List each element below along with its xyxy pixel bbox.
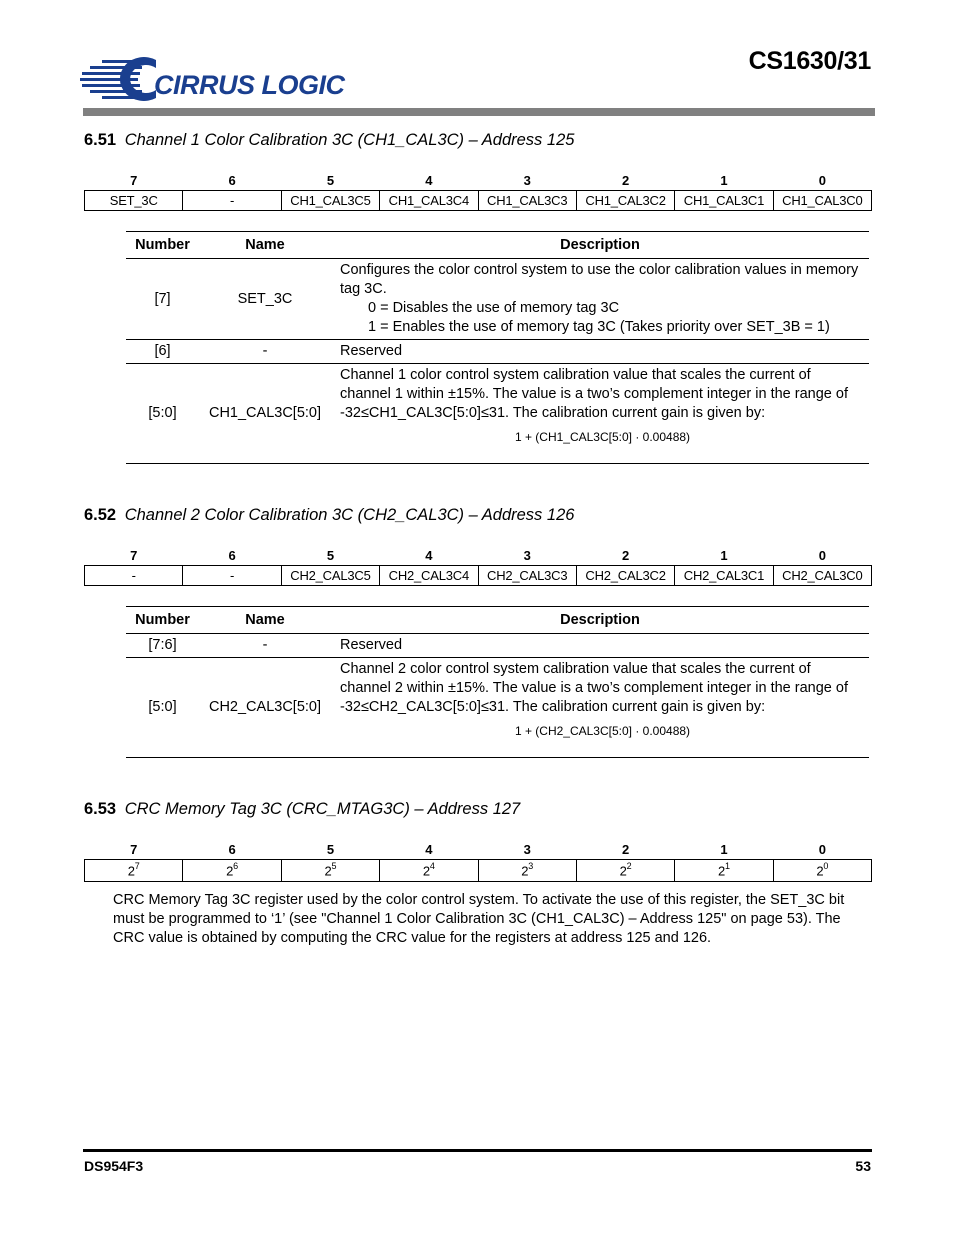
bit-weight-base: 2	[521, 863, 529, 879]
bit-weight	[478, 860, 576, 882]
section-heading-653	[84, 800, 520, 819]
bit-number: 3	[523, 842, 531, 857]
bit-field: CH2_CAL3C5	[281, 566, 379, 586]
bit-field: -	[85, 566, 183, 586]
description-detail: 0 = Disables the use of memory tag 3C	[368, 300, 620, 316]
table-row	[126, 634, 869, 658]
row-number: [7]	[126, 259, 199, 340]
table-row	[126, 259, 869, 340]
bit-number: 6	[228, 173, 236, 188]
row-description: Reserved	[331, 634, 869, 658]
row-description	[331, 259, 869, 340]
row-description	[331, 364, 869, 464]
row-name: -	[199, 634, 331, 658]
bit-number: 3	[523, 173, 531, 188]
table-row	[126, 658, 869, 758]
section-heading-652	[84, 506, 574, 525]
bit-number: 4	[425, 548, 433, 563]
description-detail: 1 = Enables the use of memory tag 3C (Takes priority over SET_3B = 1)	[368, 319, 830, 335]
bit-weight	[183, 860, 281, 882]
column-header: Description	[331, 607, 869, 634]
gain-equation: 1 + (CH2_CAL3C[5:0] · 0.00488)	[514, 724, 691, 738]
bit-field: CH1_CAL3C4	[380, 191, 478, 211]
bit-number: 7	[130, 842, 138, 857]
description-text: Channel 1 color control system calibration value that scales the current of channel 1 within ±15%. The value is a two’s complement integer in the range of -32≤CH1_CAL3C[5:0]≤31. The calibration current gain is given by:	[340, 367, 848, 421]
register-bit-table-127	[84, 837, 872, 882]
bit-number: 6	[228, 548, 236, 563]
section-title: Channel 1 Color Calibration 3C (CH1_CAL3C) – Address 125	[124, 131, 575, 149]
description-table-126	[126, 606, 869, 758]
column-header: Name	[199, 232, 331, 259]
cirrus-logic-logo	[80, 50, 345, 106]
table-row	[126, 340, 869, 364]
bit-field: CH1_CAL3C2	[576, 191, 674, 211]
bit-field: SET_3C	[85, 191, 183, 211]
section-number: 6.53	[84, 800, 117, 818]
register-bit-table-125	[84, 168, 872, 211]
bit-number: 1	[720, 548, 728, 563]
gain-equation: 1 + (CH1_CAL3C[5:0] · 0.00488)	[514, 430, 691, 444]
bit-field: CH2_CAL3C2	[576, 566, 674, 586]
bit-number: 2	[621, 173, 630, 188]
header-rule	[83, 108, 875, 116]
section-number: 6.51	[84, 131, 117, 149]
bit-weight	[675, 860, 773, 882]
column-header: Description	[331, 232, 869, 259]
bit-weight-exponent: 3	[528, 861, 534, 872]
bit-weight-base: 2	[619, 863, 627, 879]
bit-number: 4	[425, 842, 433, 857]
row-number: [5:0]	[126, 658, 199, 758]
bit-weight-base: 2	[127, 863, 135, 879]
bit-number: 2	[621, 548, 630, 563]
description-table-125	[126, 231, 869, 464]
section-number: 6.52	[84, 506, 117, 524]
bit-field: CH1_CAL3C3	[478, 191, 576, 211]
row-description	[331, 658, 869, 758]
bit-weight	[380, 860, 478, 882]
table-row	[126, 364, 869, 464]
bit-number: 0	[818, 548, 826, 563]
bit-weight-base: 2	[422, 863, 430, 879]
column-header: Name	[199, 607, 331, 634]
bit-number: 0	[818, 842, 826, 857]
bit-weight	[773, 860, 871, 882]
bit-number: 1	[720, 173, 728, 188]
column-header: Number	[126, 607, 199, 634]
bit-field: CH1_CAL3C0	[773, 191, 871, 211]
bit-weight	[281, 860, 379, 882]
bit-field: -	[183, 566, 281, 586]
bit-number: 2	[621, 842, 630, 857]
bit-weight-base: 2	[718, 863, 726, 879]
brand-name: CIRRUS LOGIC	[154, 70, 345, 100]
bit-field: CH2_CAL3C3	[478, 566, 576, 586]
bit-number: 0	[818, 173, 826, 188]
bit-number: 5	[326, 842, 335, 857]
row-name: SET_3C	[199, 259, 331, 340]
bit-field: -	[183, 191, 281, 211]
crc-description-paragraph: CRC Memory Tag 3C register used by the color control system. To activate the use of this register, the SET_3C bit must be programmed to ‘1’ (see "Channel 1 Color Calibration 3C (CH1_CAL3C) – Address 125" on page 53). The CRC value is obtained by computing the CRC value for the registers at address 125 and 126.	[113, 892, 845, 946]
bit-weight-base: 2	[324, 863, 332, 879]
column-header: Number	[126, 232, 199, 259]
row-number: [6]	[126, 340, 199, 364]
bit-weight-exponent: 6	[233, 861, 238, 872]
bit-number: 5	[326, 548, 335, 563]
bit-weight-exponent: 4	[429, 861, 435, 872]
section-title: CRC Memory Tag 3C (CRC_MTAG3C) – Address 127	[124, 800, 521, 818]
bit-number: 7	[130, 548, 138, 563]
document-id: DS954F3	[84, 1158, 144, 1174]
bit-field: CH2_CAL3C1	[675, 566, 773, 586]
row-number: [5:0]	[126, 364, 199, 464]
row-name: CH2_CAL3C[5:0]	[199, 658, 331, 758]
bit-weight	[85, 860, 183, 882]
bit-field: CH1_CAL3C5	[281, 191, 379, 211]
description-text: Configures the color control system to use the color calibration values in memory tag 3C.	[340, 262, 859, 297]
bit-field: CH2_CAL3C0	[773, 566, 871, 586]
row-name: -	[199, 340, 331, 364]
document-title: CS1630/31	[748, 47, 871, 75]
page-number: 53	[855, 1158, 871, 1174]
bit-weight	[576, 860, 674, 882]
row-name: CH1_CAL3C[5:0]	[199, 364, 331, 464]
bit-number: 7	[130, 173, 138, 188]
section-title: Channel 2 Color Calibration 3C (CH2_CAL3C) – Address 126	[124, 506, 575, 524]
row-description: Reserved	[331, 340, 869, 364]
bit-field: CH2_CAL3C4	[380, 566, 478, 586]
bit-weight-exponent: 2	[626, 861, 632, 872]
bit-number: 3	[523, 548, 531, 563]
bit-number: 6	[228, 842, 236, 857]
bit-weight-exponent: 5	[331, 861, 337, 872]
bit-weight-base: 2	[816, 863, 824, 879]
bit-number: 5	[326, 173, 335, 188]
bit-field: CH1_CAL3C1	[675, 191, 773, 211]
bit-weight-exponent: 7	[134, 861, 140, 872]
bit-number: 1	[720, 842, 728, 857]
row-number: [7:6]	[126, 634, 199, 658]
bit-weight-base: 2	[226, 863, 234, 879]
bit-number: 4	[425, 173, 433, 188]
register-bit-table-126	[84, 543, 872, 586]
footer-rule	[83, 1149, 872, 1152]
description-text: Channel 2 color control system calibration value that scales the current of channel 2 within ±15%. The value is a two’s complement integer in the range of -32≤CH2_CAL3C[5:0]≤31. The calibration current gain is given by:	[340, 661, 848, 715]
section-heading-651	[84, 131, 574, 150]
bit-weight-exponent: 1	[725, 861, 730, 872]
bit-weight-exponent: 0	[823, 861, 829, 872]
